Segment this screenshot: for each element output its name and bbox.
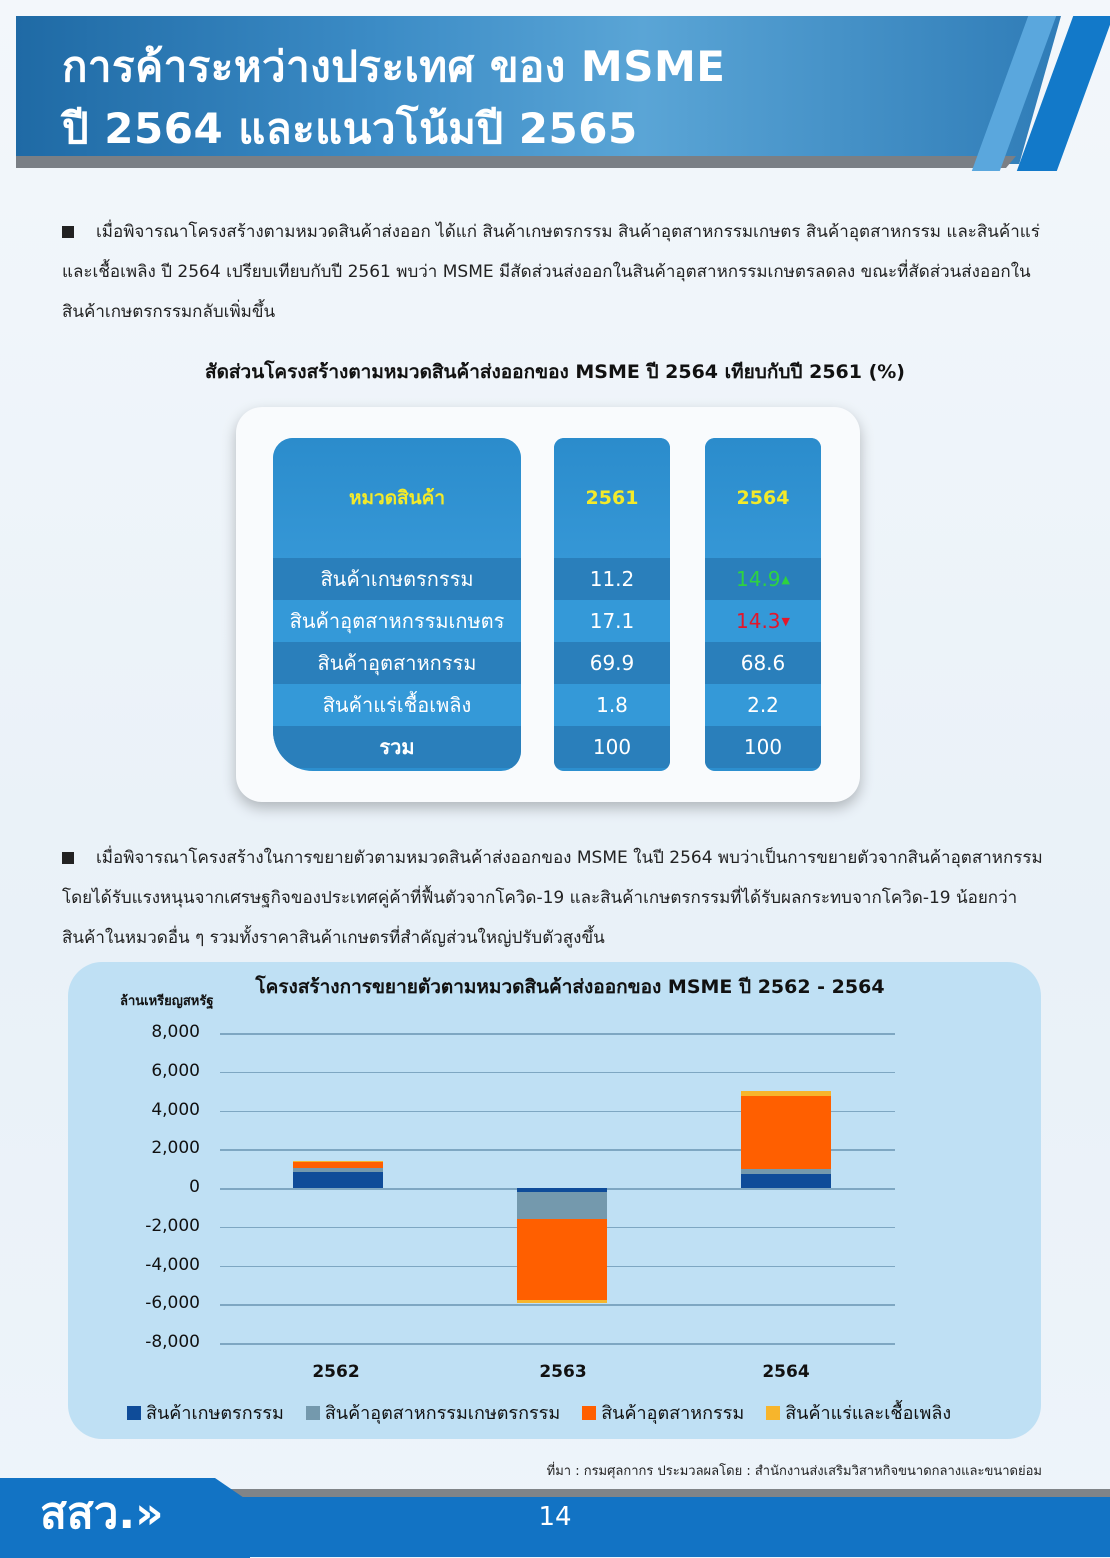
page-title-line2: ปี 2564 และแนวโน้มปี 2565: [62, 104, 638, 153]
paragraph-1: [62, 212, 1052, 332]
x-axis-label: 2564: [762, 1362, 810, 1382]
paragraph-2-text: เมื่อพิจารณาโครงสร้างในการขยายตัวตามหมวดสินค้าส่งออกของ MSME ในปี 2564 พบว่าเป็นการขยายตัวจากสินค้าอุตสาหกรรมโดยได้รับแรงหนุนจากเศรษฐกิจของประเทศคู่ค้าที่ฟื้นตัวจากโควิด-19 และสินค้าเกษตรกรรมที่ได้รับผลกระทบจากโควิด-19 น้อยกว่าสินค้าในหมวดอื่น ๆ รวมทั้งราคาสินค้าเกษตรที่สำคัญส่วนใหญ่ปรับตัวสูงขึ้น: [62, 848, 1043, 948]
bar-segment: [293, 1172, 383, 1188]
y-axis-tick: -2,000: [145, 1215, 200, 1236]
table-cell: สินค้าอุตสาหกรรมเกษตร: [273, 600, 521, 642]
bar-segment: [517, 1300, 607, 1303]
table-cell: 1.8: [554, 684, 670, 726]
bar-segment: [517, 1192, 607, 1219]
y-axis-unit: ล้านเหรียญสหรัฐ: [120, 994, 214, 1009]
source-note: ที่มา : กรมศุลกากร ประมวลผลโดย : สำนักงานส่งเสริมวิสาหกิจขนาดกลางและขนาดย่อม: [546, 1464, 1042, 1479]
triangle-up-icon: ▲: [781, 572, 790, 586]
table-column-category: [273, 438, 521, 771]
legend-item: [766, 1398, 951, 1427]
legend-swatch: [127, 1406, 141, 1420]
table-cell-total: รวม: [273, 726, 521, 768]
bar-segment: [741, 1169, 831, 1175]
x-axis-label: 2562: [312, 1362, 360, 1382]
table-cell: 100: [705, 726, 821, 768]
table-cell: 11.2: [554, 558, 670, 600]
gridline: [220, 1072, 895, 1074]
chart-legend: [127, 1398, 951, 1427]
legend-label: สินค้าแร่และเชื้อเพลิง: [785, 1403, 952, 1424]
chart-title: โครงสร้างการขยายตัวตามหมวดสินค้าส่งออกของ MSME ปี 2562 - 2564: [255, 976, 885, 998]
gridline: [220, 1343, 895, 1345]
table-header-category: หมวดสินค้า: [273, 438, 521, 558]
legend-label: สินค้าอุตสาหกรรม: [601, 1403, 745, 1424]
table-cell: 17.1: [554, 600, 670, 642]
bar-segment: [741, 1091, 831, 1096]
logo-text: สสว.: [40, 1488, 136, 1539]
gridline: [220, 1304, 895, 1306]
y-axis-tick: 6,000: [151, 1060, 200, 1081]
table-cell: 68.6: [705, 642, 821, 684]
bar-segment: [293, 1161, 383, 1162]
table-column-2564: [705, 438, 821, 771]
double-chevron-icon: »: [135, 1488, 164, 1539]
bar-segment: [741, 1096, 831, 1169]
y-axis-tick: 4,000: [151, 1099, 200, 1120]
table-cell: [705, 558, 821, 600]
bar-segment: [741, 1174, 831, 1188]
page-number: 14: [538, 1502, 572, 1532]
bullet-icon: [62, 852, 74, 864]
triangle-down-icon: ▼: [781, 614, 790, 628]
paragraph-1-text: เมื่อพิจารณาโครงสร้างตามหมวดสินค้าส่งออก ได้แก่ สินค้าเกษตรกรรม สินค้าอุตสาหกรรมเกษตร สินค้าอุตสาหกรรม และสินค้าแร่และเชื้อเพลิง ปี 2564 เปรียบเทียบกับปี 2561 พบว่า MSME มีสัดส่วนส่งออกในสินค้าอุตสาหกรรมเกษตรลดลง ขณะที่สัดส่วนส่งออกในสินค้าเกษตรกรรมกลับเพิ่มขึ้น: [62, 222, 1040, 322]
table-header-2564: 2564: [705, 438, 821, 558]
y-axis-tick: -6,000: [145, 1293, 200, 1314]
table-cell: สินค้าเกษตรกรรม: [273, 558, 521, 600]
y-axis-tick: -8,000: [145, 1332, 200, 1352]
bullet-icon: [62, 226, 74, 238]
y-axis-tick: 2,000: [151, 1138, 200, 1159]
legend-swatch: [582, 1406, 596, 1420]
table-title: สัดส่วนโครงสร้างตามหมวดสินค้าส่งออกของ MSME ปี 2564 เทียบกับปี 2561 (%): [205, 361, 905, 383]
legend-swatch: [766, 1406, 780, 1420]
x-axis-label: 2563: [539, 1362, 587, 1382]
table-cell: สินค้าอุตสาหกรรม: [273, 642, 521, 684]
bar-segment: [293, 1168, 383, 1171]
legend-item: [582, 1398, 744, 1427]
value-down: 14.3: [736, 609, 781, 633]
y-axis-tick: 0: [189, 1177, 200, 1197]
table-cell: 2.2: [705, 684, 821, 726]
y-axis-tick: 8,000: [151, 1022, 200, 1042]
table-cell: [705, 600, 821, 642]
table-cell: 69.9: [554, 642, 670, 684]
paragraph-2: [62, 838, 1052, 958]
page-title: [62, 36, 725, 160]
legend-item: [306, 1398, 560, 1427]
bar-segment: [293, 1162, 383, 1168]
legend-item: [127, 1398, 284, 1427]
y-axis-tick: -4,000: [145, 1254, 200, 1275]
legend-label: สินค้าเกษตรกรรม: [146, 1403, 284, 1424]
table-header-2561: 2561: [554, 438, 670, 558]
gridline: [220, 1033, 895, 1035]
page-title-line1: การค้าระหว่างประเทศ ของ MSME: [62, 42, 726, 91]
legend-swatch: [306, 1406, 320, 1420]
table-cell: 100: [554, 726, 670, 768]
value-up: 14.9: [736, 567, 781, 591]
table-column-2561: [554, 438, 670, 771]
table-cell: สินค้าแร่เชื้อเพลิง: [273, 684, 521, 726]
bar-segment: [517, 1219, 607, 1300]
legend-label: สินค้าอุตสาหกรรมเกษตรกรรม: [324, 1403, 561, 1424]
